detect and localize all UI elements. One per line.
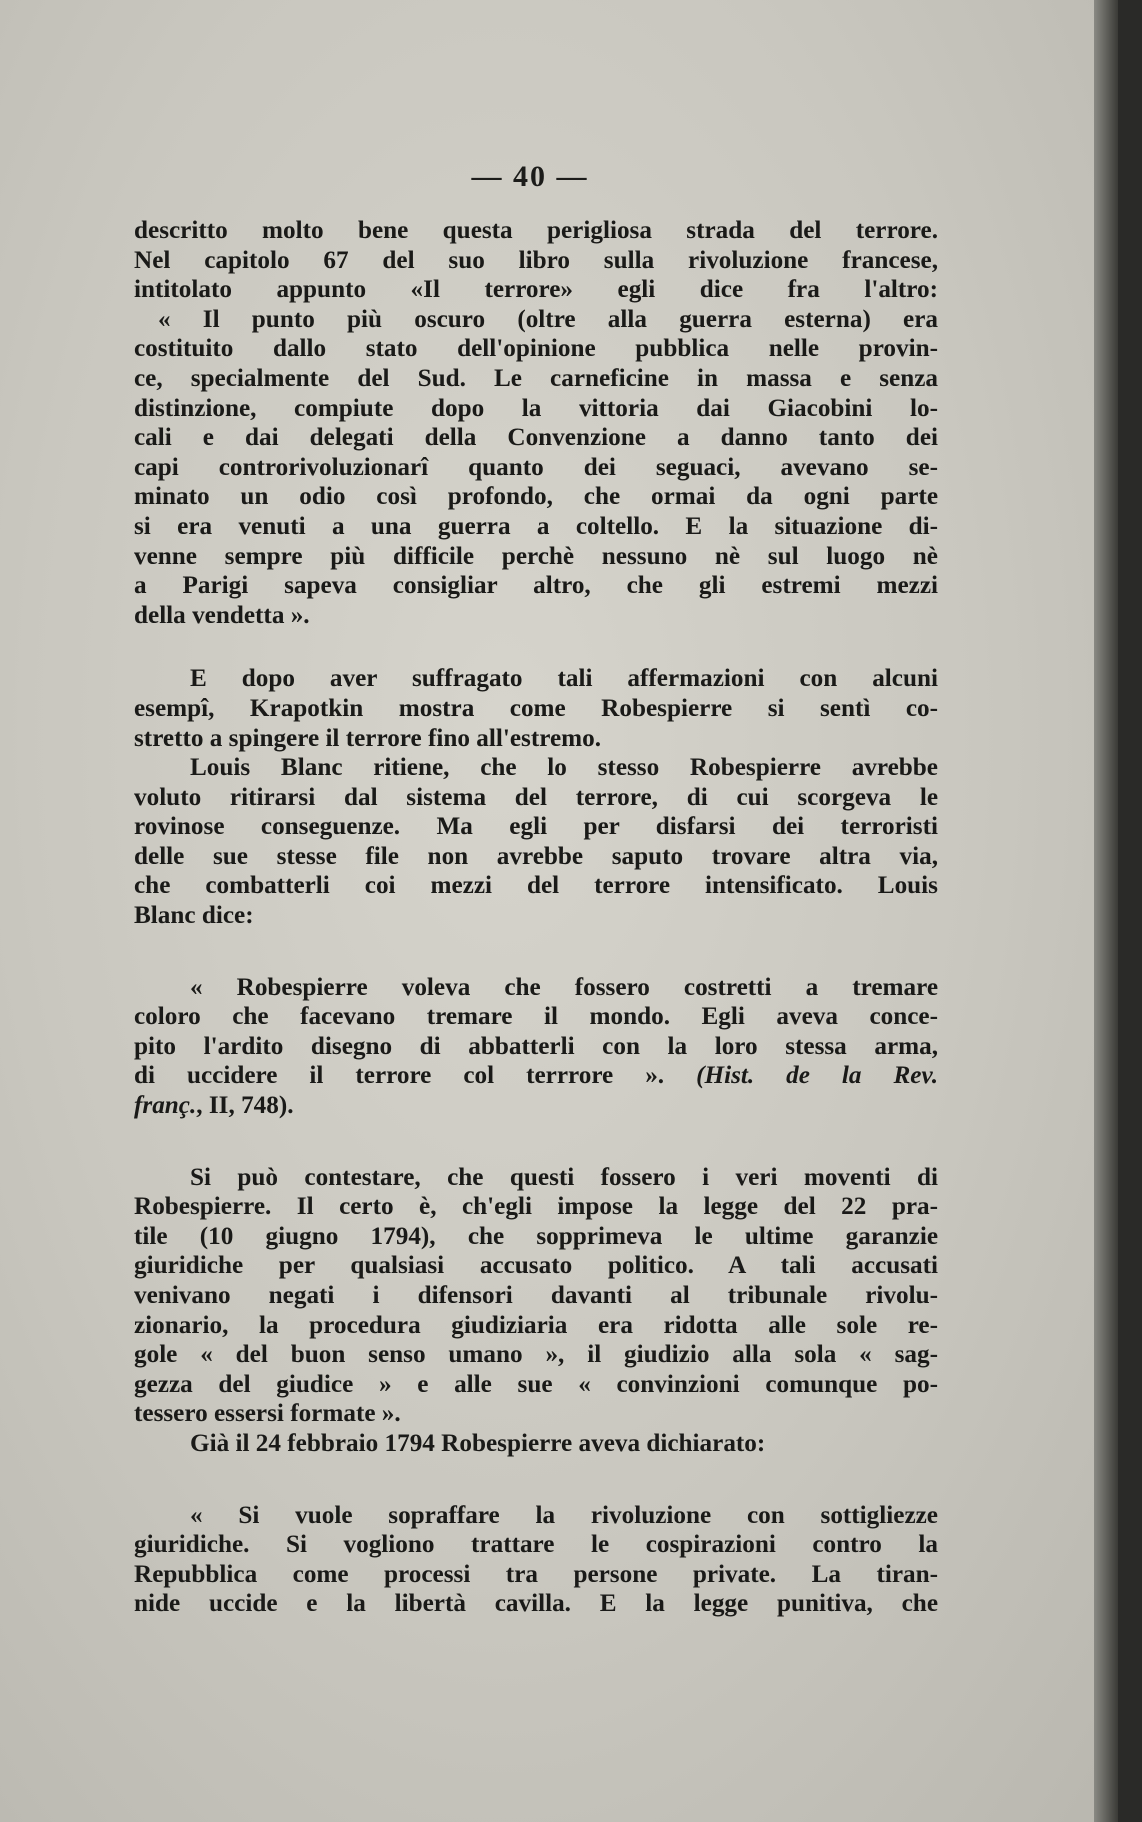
text-line: stretto a spingere il terrore fino all'estremo. <box>134 724 602 752</box>
text-segment: di uccidere il terrore col terrrore ». <box>134 1062 665 1090</box>
body-text <box>134 216 938 1619</box>
text-line: « Si vuole sopraffare la rivoluzione con sottigliezze <box>190 1501 938 1529</box>
text-line: nide uccide e la libertà cavilla. E la legge punitiva, che <box>134 1590 938 1618</box>
text-line: cali e dai delegati della Convenzione a danno tanto dei <box>134 424 938 452</box>
text-line: distinzione, compiute dopo la vittoria dai Giacobini lo- <box>134 394 938 422</box>
text-line: Nel capitolo 67 del suo libro sulla rivoluzione francese, <box>134 246 938 274</box>
text-line: voluto ritirarsi dal sistema del terrore, di cui scorgeva le <box>134 783 938 811</box>
text-line: coloro che facevano tremare il mondo. Egli aveva conce- <box>134 1003 938 1031</box>
paragraph-5 <box>134 1163 938 1429</box>
text-line: Blanc dice: <box>134 902 254 930</box>
text-line: « Robespierre voleva che fossero costretti a tremare <box>190 973 938 1001</box>
text-line: Robespierre. Il certo è, ch'egli impose la legge del 22 pra- <box>134 1193 938 1221</box>
text-line: gole « del buon senso umano », il giudizio alla sola « sag- <box>134 1341 938 1369</box>
text-line: Già il 24 febbraio 1794 Robespierre aveva dichiarato: <box>190 1429 766 1457</box>
citation-italic: (Hist. de la Rev. <box>696 1062 938 1090</box>
text-line: Si può contestare, che questi fossero i veri moventi di <box>190 1163 938 1191</box>
page-number: — 40 — <box>471 160 589 193</box>
text-line: che combatterli coi mezzi del terrore intensificato. Louis <box>134 872 938 900</box>
text-line: minato un odio così profondo, che ormai da ogni parte <box>134 483 938 511</box>
paragraph-1 <box>134 216 938 630</box>
text-line: capi controrivoluzionarî quanto dei seguaci, avevano se- <box>134 453 938 481</box>
paragraph-6 <box>134 1429 938 1459</box>
text-line: a Parigi sapeva consigliar altro, che gli estremi mezzi <box>134 572 938 600</box>
paragraph-2 <box>134 664 938 753</box>
text-line: venivano negati i difensori davanti al tribunale rivolu- <box>134 1282 938 1309</box>
text-line: della vendetta ». <box>134 601 310 629</box>
text-line: tile (10 giugno 1794), che sopprimeva le ultime garanzie <box>134 1222 938 1250</box>
paragraph-7-quote <box>134 1501 938 1619</box>
text-line: tessero essersi formate ». <box>134 1400 401 1428</box>
text-line: intitolato appunto «Il terrore» egli dice fra l'altro: <box>134 276 938 304</box>
text-line: Repubblica come processi tra persone private. La tiran- <box>134 1560 938 1588</box>
text-line: esempî, Krapotkin mostra come Robespierre si sentì co- <box>134 694 938 722</box>
text-line: giuridiche per qualsiasi accusato politico. A tali accusati <box>134 1252 938 1280</box>
citation-italic: franç. <box>134 1092 197 1120</box>
text-line: delle sue stesse file non avrebbe saputo trovare altra via, <box>134 842 938 870</box>
paragraph-3 <box>134 753 938 931</box>
text-line: rovinose conseguenze. Ma egli per disfarsi dei terroristi <box>134 813 938 841</box>
text-line: pito l'ardito disegno di abbatterli con la loro stessa arma, <box>134 1032 938 1060</box>
text-line: Louis Blanc ritiene, che lo stesso Robespierre avrebbe <box>190 754 938 782</box>
text-line: costituito dallo stato dell'opinione pubblica nelle provin- <box>134 335 938 363</box>
text-line: descritto molto bene questa perigliosa strada del terrore. <box>134 217 938 244</box>
text-line: si era venuti a una guerra a coltello. E la situazione di- <box>134 512 938 540</box>
text-line: E dopo aver suffragato tali affermazioni con alcuni <box>190 665 938 693</box>
paragraph-4-quote <box>134 973 938 1121</box>
text-line <box>134 1061 938 1091</box>
text-line: « Il punto più oscuro (oltre alla guerra esterna) era <box>158 305 938 333</box>
text-line <box>134 1091 938 1121</box>
text-line: ce, specialmente del Sud. Le carneficine in massa e senza <box>134 364 938 392</box>
text-line: giuridiche. Si vogliono trattare le cospirazioni contro la <box>134 1531 938 1559</box>
page-edge-shadow <box>1094 0 1118 1822</box>
text-line: venne sempre più difficile perchè nessuno nè sul luogo nè <box>134 542 938 570</box>
text-line: zionario, la procedura giudiziaria era ridotta alle sole re- <box>134 1311 938 1339</box>
text-segment: , II, 748). <box>196 1092 294 1120</box>
text-line: gezza del giudice » e alle sue « convinzioni comunque po- <box>134 1370 938 1398</box>
